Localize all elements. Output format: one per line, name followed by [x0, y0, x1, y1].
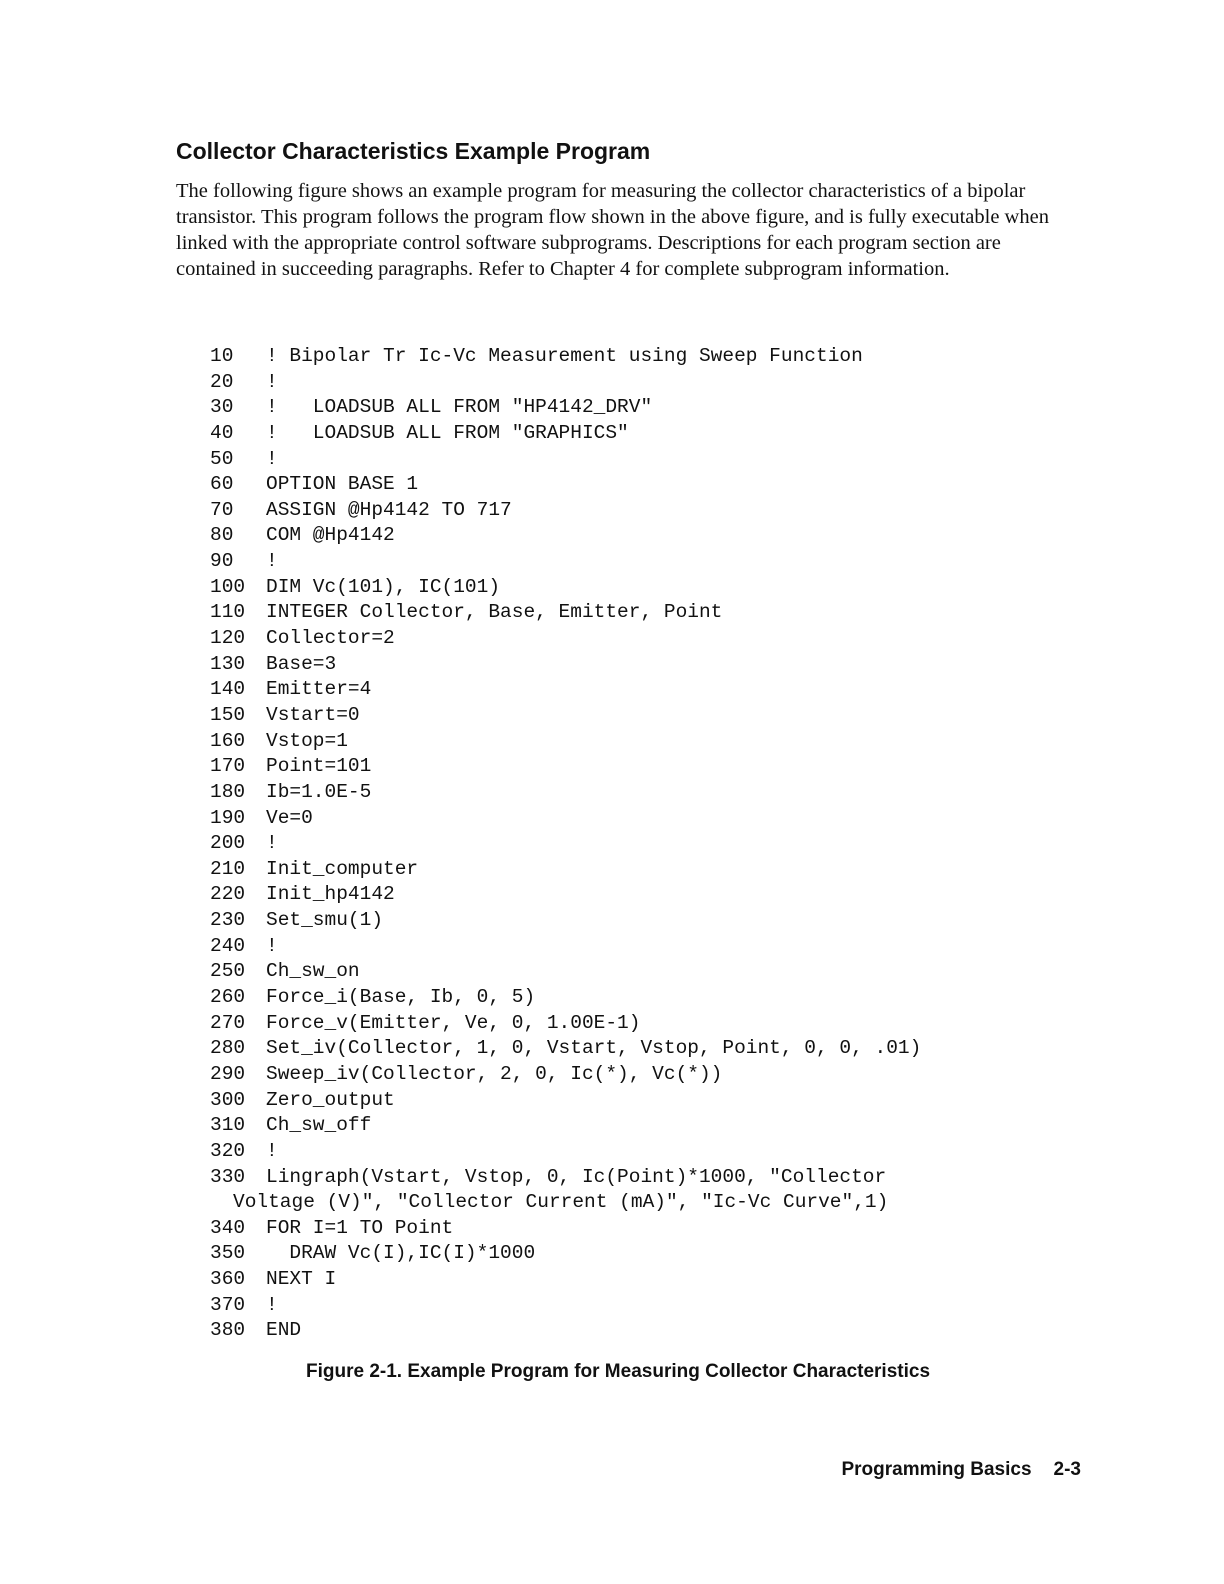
line-number: 210 — [210, 857, 246, 880]
page-footer — [841, 1459, 1081, 1481]
line-code: INTEGER Collector, Base, Emitter, Point — [266, 601, 723, 624]
line-number: 250 — [210, 960, 246, 983]
code-line — [200, 472, 960, 498]
line-code: COM @Hp4142 — [266, 524, 395, 547]
line-code: ! LOADSUB ALL FROM "GRAPHICS" — [266, 421, 629, 444]
line-number: 10 — [210, 345, 234, 367]
line-number: 230 — [210, 909, 246, 932]
line-number: 380 — [210, 1319, 246, 1342]
code-line — [200, 831, 960, 857]
line-number: 180 — [210, 780, 246, 803]
code-line — [200, 908, 960, 934]
line-number: 70 — [210, 498, 234, 521]
line-number: 200 — [210, 832, 246, 855]
code-line — [200, 1293, 960, 1319]
code-line — [200, 882, 960, 908]
line-number: 220 — [210, 883, 246, 906]
section-title: Collector Characteristics Example Program — [176, 138, 651, 164]
line-code: Set_smu(1) — [266, 909, 384, 932]
code-line — [200, 575, 960, 601]
line-number: 50 — [210, 447, 234, 470]
code-line — [200, 498, 960, 524]
line-code: ! — [266, 447, 278, 470]
code-line-continuation: Voltage (V)", "Collector Current (mA)", "Ic-Vc Curve",1) — [233, 1191, 889, 1214]
figure-caption: Figure 2-1. Example Program for Measuring Collector Characteristics — [306, 1361, 931, 1382]
line-code: ASSIGN @Hp4142 TO 717 — [266, 498, 512, 521]
line-number: 170 — [210, 755, 246, 778]
code-line — [200, 1267, 960, 1293]
code-line — [200, 421, 960, 447]
line-number: 340 — [210, 1216, 246, 1239]
line-code: ! — [266, 1139, 278, 1162]
code-line — [200, 1036, 960, 1062]
line-code: Zero_output — [266, 1088, 395, 1111]
line-code: END — [266, 1319, 302, 1342]
line-code: Lingraph(Vstart, Vstop, 0, Ic(Point)*1000, "Collector — [266, 1165, 887, 1188]
line-number: 90 — [210, 550, 234, 573]
code-line — [200, 1011, 960, 1037]
line-number: 330 — [210, 1165, 246, 1188]
line-number: 270 — [210, 1011, 246, 1034]
line-number: 110 — [210, 601, 246, 624]
code-line — [200, 652, 960, 678]
code-line — [200, 754, 960, 780]
footer-chapter-title: Programming Basics — [841, 1459, 1032, 1480]
line-code: Set_iv(Collector, 1, 0, Vstart, Vstop, Point, 0, 0, .01) — [266, 1037, 922, 1060]
line-code: Vstop=1 — [266, 729, 348, 752]
line-code: Ch_sw_off — [266, 1114, 372, 1137]
line-code: ! — [266, 370, 278, 393]
line-code: Force_v(Emitter, Ve, 0, 1.00E-1) — [266, 1011, 641, 1034]
line-number: 130 — [210, 652, 246, 675]
line-number: 260 — [210, 986, 246, 1009]
code-line — [200, 703, 960, 729]
code-line — [200, 549, 960, 575]
line-code: Vstart=0 — [266, 703, 360, 726]
code-line — [200, 1165, 960, 1191]
code-line — [200, 1062, 960, 1088]
line-number: 370 — [210, 1293, 246, 1316]
line-number: 140 — [210, 678, 246, 701]
code-line — [200, 1318, 960, 1344]
line-number: 320 — [210, 1139, 246, 1162]
line-code: Collector=2 — [266, 627, 395, 650]
line-number: 60 — [210, 473, 234, 496]
line-number: 190 — [210, 806, 246, 829]
code-line — [200, 1113, 960, 1139]
line-code: Ve=0 — [266, 806, 313, 829]
page-number: 2-3 — [1053, 1459, 1081, 1480]
line-number: 160 — [210, 729, 246, 752]
line-code: Init_computer — [266, 857, 419, 880]
line-number: 120 — [210, 627, 246, 650]
line-number: 40 — [210, 421, 234, 444]
line-code: ! Bipolar Tr Ic-Vc Measurement using Sweep Function — [266, 345, 863, 367]
line-number: 20 — [210, 370, 234, 393]
line-code: Init_hp4142 — [266, 883, 395, 906]
line-code: Force_i(Base, Ib, 0, 5) — [266, 986, 536, 1009]
line-number: 100 — [210, 575, 246, 598]
code-line — [200, 600, 960, 626]
line-code: ! — [266, 934, 278, 957]
line-number: 350 — [210, 1242, 246, 1265]
code-line — [200, 806, 960, 832]
line-code: Ib=1.0E-5 — [266, 780, 372, 803]
code-line — [200, 959, 960, 985]
code-line — [200, 626, 960, 652]
line-code: Emitter=4 — [266, 678, 372, 701]
line-number: 300 — [210, 1088, 246, 1111]
code-line — [200, 1088, 960, 1114]
line-code: Sweep_iv(Collector, 2, 0, Ic(*), Vc(*)) — [266, 1062, 723, 1085]
line-code: Point=101 — [266, 755, 372, 778]
line-number: 280 — [210, 1037, 246, 1060]
line-number: 150 — [210, 703, 246, 726]
line-code: FOR I=1 TO Point — [266, 1216, 454, 1239]
code-line — [200, 344, 960, 370]
line-code: DIM Vc(101), IC(101) — [266, 575, 501, 598]
code-line — [200, 780, 960, 806]
line-number: 80 — [210, 524, 234, 547]
code-line — [200, 395, 960, 421]
line-number: 360 — [210, 1268, 246, 1291]
code-line — [200, 677, 960, 703]
line-code: NEXT I — [266, 1268, 337, 1291]
code-line — [200, 1216, 960, 1242]
code-line — [200, 370, 960, 396]
line-code: ! — [266, 550, 278, 573]
code-line — [200, 985, 960, 1011]
line-number: 240 — [210, 934, 246, 957]
code-line — [200, 523, 960, 549]
code-line — [200, 1139, 960, 1165]
line-code: OPTION BASE 1 — [266, 473, 419, 496]
line-code: ! — [266, 832, 278, 855]
line-number: 310 — [210, 1114, 246, 1137]
line-code: Ch_sw_on — [266, 960, 360, 983]
line-code: ! — [266, 1293, 278, 1316]
code-line — [200, 447, 960, 473]
line-code: Base=3 — [266, 652, 337, 675]
code-line — [200, 1241, 960, 1267]
code-line — [200, 934, 960, 960]
program-listing — [200, 344, 960, 1344]
line-code: DRAW Vc(I),IC(I)*1000 — [266, 1242, 536, 1265]
code-line — [200, 857, 960, 883]
line-number: 30 — [210, 396, 234, 419]
intro-paragraph: The following figure shows an example program for measuring the collector characteristics of a bipolar transistor. This program follows the program flow shown in the above figure, and is fully executable when linked with the appropriate control software subprograms. Descriptions for each program section are contained in succeeding paragraphs. Refer to Chapter 4 for complete subprogram information. — [176, 180, 1049, 280]
line-code: ! LOADSUB ALL FROM "HP4142_DRV" — [266, 396, 653, 419]
code-line — [200, 729, 960, 755]
line-number: 290 — [210, 1062, 246, 1085]
